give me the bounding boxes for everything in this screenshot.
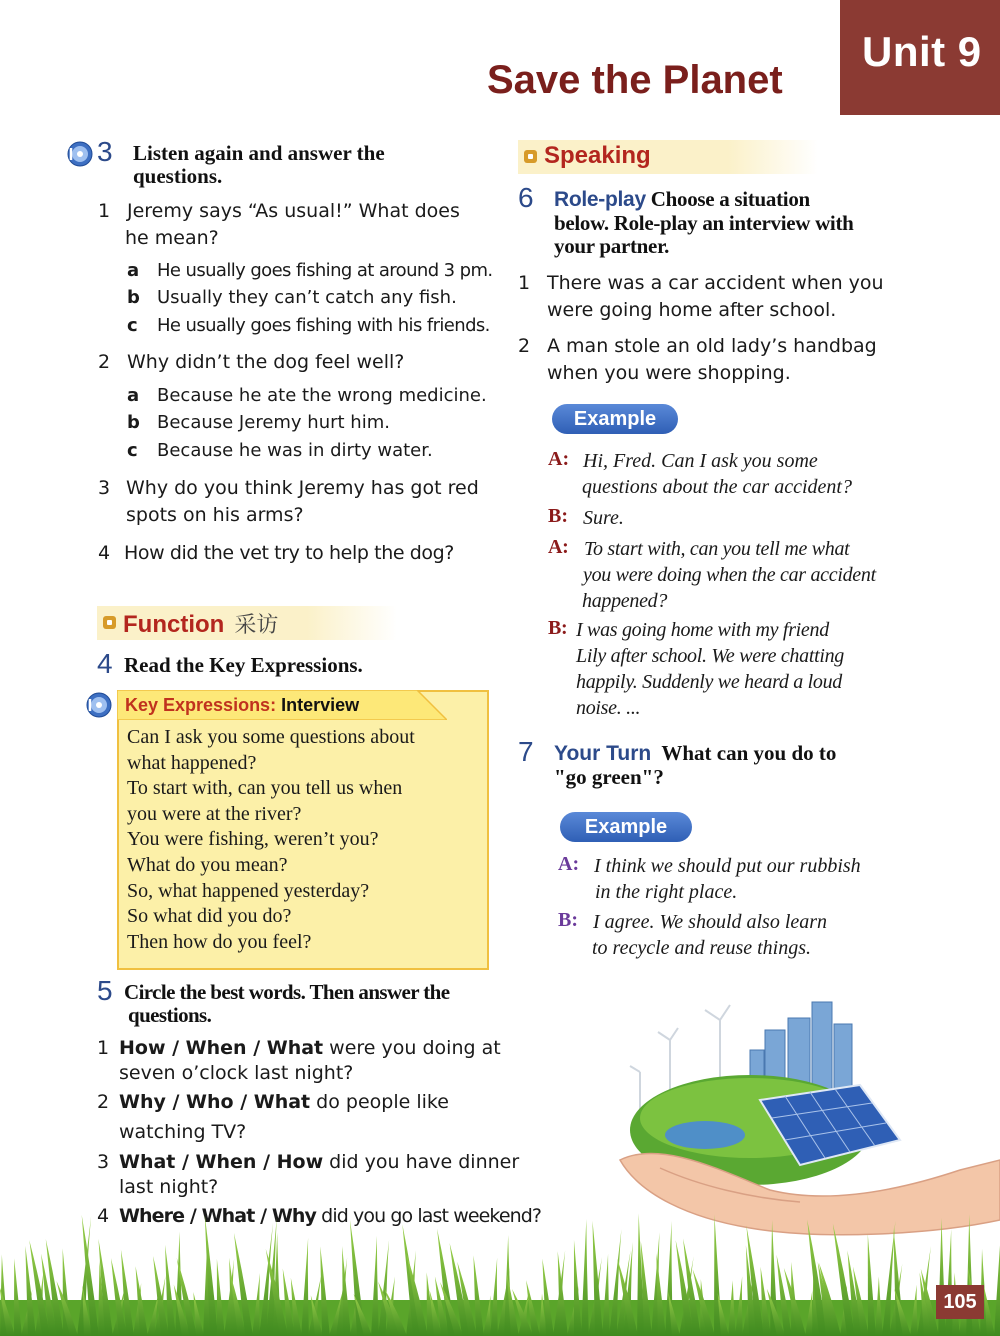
- key-expression-line: you were at the river?: [127, 802, 302, 825]
- task7-instruction-line2: "go green"?: [554, 765, 664, 789]
- option-letter: b: [127, 287, 140, 308]
- task6-number: 6: [518, 182, 534, 213]
- role-play-label: Role-play: [554, 188, 646, 211]
- task7-dialogue: [558, 853, 938, 961]
- q3-line2: spots on his arms?: [126, 504, 304, 526]
- option-text: Because Jeremy hurt him.: [157, 412, 390, 433]
- key-expression-line: what happened?: [127, 751, 257, 774]
- q1-number: 1: [98, 200, 111, 222]
- dialogue-turn: [558, 909, 938, 961]
- key-expressions-heading: [125, 695, 359, 716]
- task6-dialogue: [548, 448, 928, 721]
- grass-border: [0, 1205, 1000, 1336]
- task7-instruction: [554, 742, 836, 789]
- q3-line1: Why do you think Jeremy has got red: [126, 477, 479, 499]
- item-text: did you go last weekend?: [316, 1205, 542, 1227]
- dialogue-line: I agree. We should also learn: [593, 911, 828, 933]
- option-letter: b: [127, 412, 140, 433]
- dialogue-line: noise. ...: [576, 697, 641, 719]
- cd-audio-icon[interactable]: [86, 692, 112, 718]
- q1-option-a: [127, 257, 493, 284]
- cd-audio-icon[interactable]: [67, 141, 93, 167]
- word-choices[interactable]: What / When / How: [119, 1151, 324, 1173]
- q3-number: 3: [98, 477, 111, 499]
- speaker-label: A:: [548, 448, 570, 470]
- situation-number: 1: [518, 272, 531, 294]
- dialogue-turn: [548, 505, 928, 536]
- page-number: 105: [936, 1285, 984, 1319]
- task3-q1: [98, 198, 507, 252]
- dialogue-line: Lily after school. We were chatting: [576, 645, 844, 667]
- q2-number: 2: [98, 351, 111, 373]
- key-expression-line: Can I ask you some questions about: [127, 726, 415, 748]
- task5-item-1: [97, 1035, 501, 1087]
- q2-option-c: [127, 437, 433, 464]
- function-section-bar: [97, 606, 397, 640]
- task3-number: 3: [97, 136, 113, 167]
- situation-line1: A man stole an old lady’s handbag: [547, 335, 877, 357]
- task3-instruction-line2: questions.: [133, 164, 223, 188]
- dialogue-turn: [548, 448, 928, 500]
- word-choices[interactable]: Why / Who / What: [119, 1091, 311, 1113]
- situation-number: 2: [518, 335, 531, 357]
- key-expression-line: What do you mean?: [127, 853, 288, 876]
- q1-line2: he mean?: [125, 227, 219, 249]
- option-letter: a: [127, 260, 139, 281]
- key-expressions-list: [127, 725, 415, 955]
- item-text: did you have dinner: [323, 1151, 520, 1173]
- dialogue-line: I think we should put our rubbish: [594, 855, 861, 877]
- task4-instruction: Read the Key Expressions.: [124, 653, 363, 677]
- dialogue-line: To start with, can you tell me what: [584, 538, 850, 560]
- section-bullet-icon: [524, 150, 537, 163]
- unit-label: Unit 9: [862, 28, 982, 75]
- key-expression-line: So what did you do?: [127, 905, 292, 928]
- speaker-label: A:: [558, 853, 580, 875]
- dialogue-line: you were doing when the car accident: [583, 564, 876, 586]
- option-text: Usually they can’t catch any fish.: [157, 287, 457, 308]
- key-expressions-topic: Interview: [281, 695, 360, 715]
- task3-instruction-line1: Listen again and answer the: [133, 141, 385, 165]
- item-text: were you doing at: [323, 1037, 501, 1059]
- task6-instruction: [554, 188, 854, 258]
- q2-option-b: [127, 409, 390, 436]
- dialogue-turn: [548, 536, 928, 617]
- task6-instruction-line2: below. Role-play an interview with: [554, 211, 854, 235]
- dialogue-line: to recycle and reuse things.: [592, 937, 812, 959]
- q1-option-b: [127, 284, 457, 311]
- option-letter: c: [127, 315, 138, 336]
- speaker-label: B:: [548, 617, 568, 639]
- item-text: do people like: [310, 1091, 449, 1113]
- dialogue-line: Hi, Fred. Can I ask you some: [583, 450, 818, 472]
- q2-line1: Why didn’t the dog feel well?: [127, 351, 405, 373]
- speaking-heading: Speaking: [544, 142, 651, 169]
- item-number: 2: [97, 1091, 110, 1113]
- task5-instruction: [124, 981, 449, 1027]
- task3-instruction: [133, 142, 385, 188]
- q4-number: 4: [98, 542, 110, 564]
- item-text-line2: last night?: [119, 1176, 219, 1198]
- speaker-label: A:: [548, 536, 569, 558]
- dialogue-line: questions about the car accident?: [582, 476, 852, 498]
- dialogue-line: happily. Suddenly we heard a loud: [576, 671, 842, 693]
- option-letter: c: [127, 440, 138, 461]
- situation-line2: when you were shopping.: [547, 362, 791, 384]
- speaking-section-bar: [518, 140, 818, 174]
- task5-instruction-line1: Circle the best words. Then answer the: [124, 980, 450, 1004]
- section-bullet-icon: [103, 616, 116, 629]
- dialogue-line: Sure.: [583, 507, 624, 529]
- option-text: He usually goes fishing with his friends.: [157, 315, 490, 336]
- unit-tab: [840, 0, 1000, 115]
- key-expressions-label: Key Expressions:: [125, 695, 277, 715]
- dialogue-line: happened?: [582, 590, 668, 612]
- task4-number: 4: [97, 648, 113, 679]
- q1-line1: Jeremy says “As usual!” What does: [127, 200, 460, 222]
- your-turn-label: Your Turn: [554, 742, 652, 765]
- option-text: Because he ate the wrong medicine.: [157, 385, 487, 406]
- page-title: Save the Planet: [487, 58, 783, 102]
- example-badge: Example: [552, 404, 678, 434]
- task3-q4: [98, 540, 454, 567]
- word-choices[interactable]: How / When / What: [119, 1037, 324, 1059]
- task5-number: 5: [97, 975, 113, 1006]
- speaker-label: B:: [558, 909, 578, 931]
- example-badge: Example: [560, 812, 692, 842]
- q4-line1: How did the vet try to help the dog?: [124, 542, 454, 564]
- item-number: 4: [97, 1205, 109, 1227]
- item-number: 3: [97, 1151, 110, 1173]
- key-expression-line: So, what happened yesterday?: [127, 879, 370, 902]
- task3-q3: [98, 475, 479, 529]
- item-text-line2: watching TV?: [119, 1121, 247, 1143]
- item-number: 1: [97, 1037, 110, 1059]
- task6-instruction-line1: Choose a situation: [650, 187, 810, 211]
- task5-item-3: [97, 1149, 519, 1201]
- situation-line1: There was a car accident when you: [547, 272, 884, 294]
- option-letter: a: [127, 385, 140, 406]
- dialogue-line: I was going home with my friend: [576, 619, 829, 641]
- function-chinese: 采访: [234, 613, 279, 638]
- function-label: Function: [123, 611, 225, 638]
- q1-option-c: [127, 312, 490, 339]
- option-text: Because he was in dirty water.: [157, 440, 433, 461]
- dialogue-turn: [558, 853, 938, 909]
- situation-2: [518, 333, 877, 387]
- task5-item-2: [97, 1089, 449, 1146]
- item-text-line2: seven o’clock last night?: [119, 1062, 354, 1084]
- task7-instruction-line1: What can you do to: [661, 741, 837, 765]
- task6-instruction-line3: your partner.: [554, 234, 670, 258]
- dialogue-line: in the right place.: [595, 881, 738, 903]
- task5-instruction-line2: questions.: [128, 1003, 212, 1027]
- situation-line2: were going home after school.: [547, 299, 837, 321]
- key-expression-line: You were fishing, weren’t you?: [127, 828, 379, 851]
- option-text: He usually goes fishing at around 3 pm.: [157, 260, 493, 281]
- dialogue-turn: [548, 617, 928, 721]
- function-heading: [123, 608, 278, 639]
- speaker-label: B:: [548, 505, 568, 527]
- key-expression-line: Then how do you feel?: [127, 930, 312, 953]
- task7-number: 7: [518, 736, 534, 767]
- word-choices[interactable]: Where / What / Why: [119, 1205, 317, 1227]
- situation-1: [518, 270, 884, 324]
- task3-q2: [98, 349, 404, 376]
- q2-option-a: [127, 382, 487, 409]
- key-expression-line: To start with, can you tell us when: [127, 777, 403, 800]
